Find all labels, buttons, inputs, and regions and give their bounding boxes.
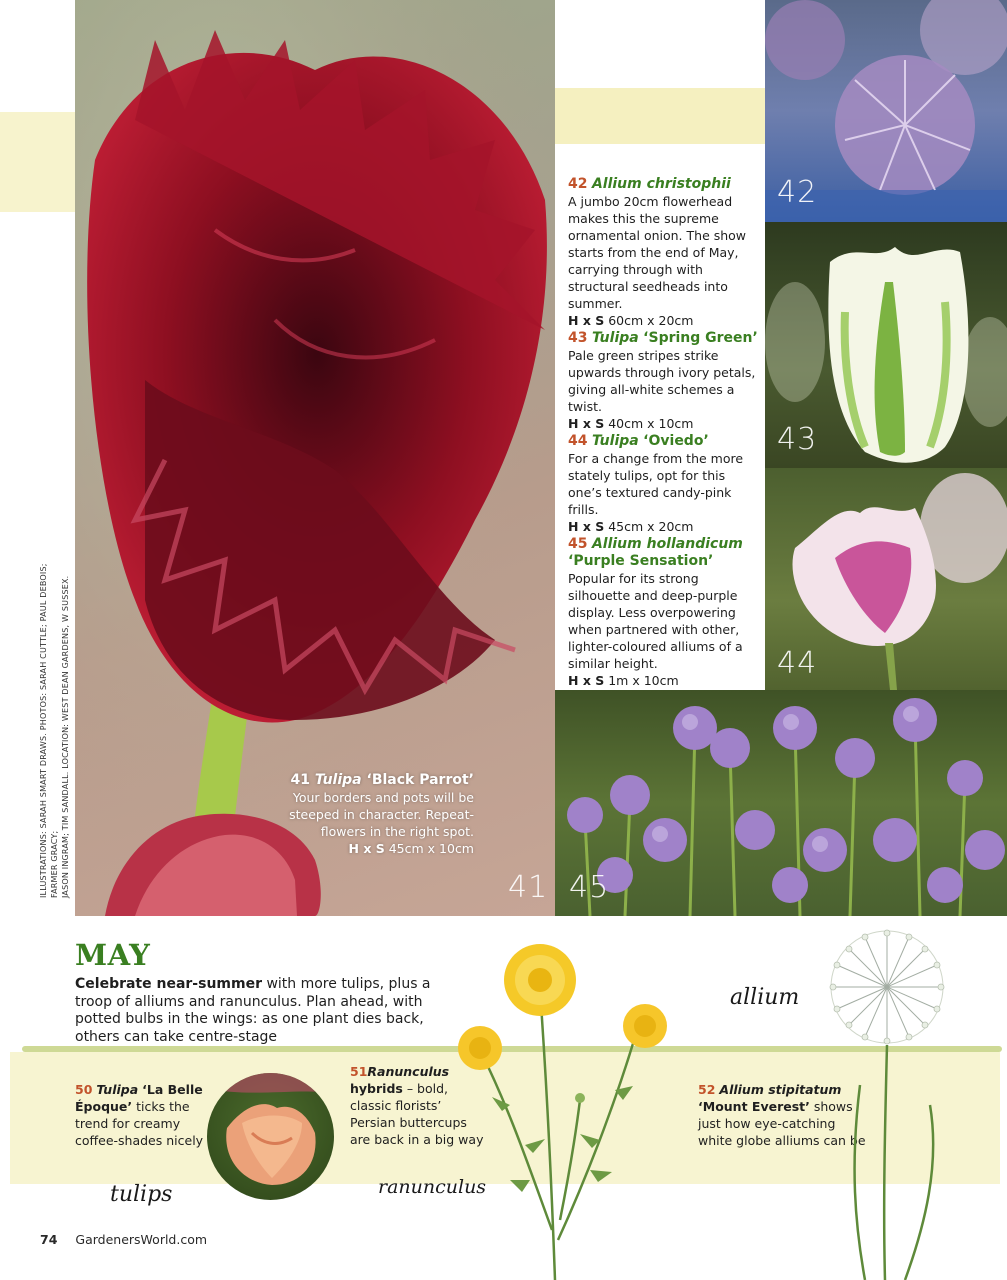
entry-45-number: 45 [568,536,588,552]
entry-51-line-5: are back in a big way [350,1132,484,1147]
credits-line-2: JASON INGRAM; TIM SANDALL. LOCATION: WEST DEAN GARDENS, W SUSSEX. [61,575,70,898]
photo-label-42: 42 [777,175,818,210]
entry-42-name: Allium christophii [591,176,731,192]
entry-43-number: 43 [568,330,588,346]
handwritten-ranunculus: ranunculus [378,1176,487,1198]
la-belle-epoque-photo [207,1073,334,1200]
entry-44-cultivar: ‘Oviedo’ [643,433,709,449]
entry-45-description: Popular for its strong silhouette and deep-purple display. Less overpowering when partnered with other, lighter-coloured alliums of a similar height. [568,571,743,671]
entry-42-description: A jumbo 20cm flowerhead makes this the supreme ornamental onion. The show starts from the end of May, carrying through with structural seedheads into summer. [568,194,747,311]
photo-label-44: 44 [777,646,818,681]
photo-label-41: 41 [508,870,549,905]
entry-41-number: 41 [290,772,310,788]
yellow-wash-top [555,88,765,144]
entry-50-line-4: coffee-shades nicely [75,1133,204,1148]
entry-41-hs-label: H x S [348,841,385,856]
entry-41-line-1: Your borders and pots will be [292,790,474,805]
entry-42-size [568,312,758,329]
entry-41-hs-value: 45cm x 10cm [388,841,474,856]
photo-allium-purple-sensation [555,690,1007,916]
photo-label-45: 45 [569,870,610,905]
entry-44-hs-value: 45cm x 20cm [608,519,694,534]
entry-41-cultivar: ‘Black Parrot’ [366,772,474,788]
yellow-wash-left [0,112,75,212]
entry-45-size [568,672,758,689]
entry-45-hs-label: H x S [568,673,605,688]
entry-45-hs-value: 1m x 10cm [608,673,679,688]
entry-50-cultivar-2: Époque’ [75,1099,133,1114]
entry-41 [260,771,474,857]
entry-41-size [260,840,474,857]
entry-51-line-3: classic florists’ [350,1098,442,1113]
entry-42-title [568,175,758,193]
may-intro [75,976,465,1046]
site-name: GardenersWorld.com [75,1232,208,1247]
entry-50-line-2 [75,1098,215,1115]
entry-44-number: 44 [568,433,588,449]
la-belle-epoque-tulip-illustration [207,1073,334,1200]
handwritten-tulips: tulips [110,1182,173,1207]
entry-44-description: For a change from the more stately tulips, opt for this one’s textured candy-pink frills. [568,451,744,517]
handwritten-allium: allium [730,985,800,1010]
entry-43-cultivar: ‘Spring Green’ [643,330,758,346]
entry-44-size [568,518,758,535]
may-intro-bold: Celebrate near-summer [75,976,262,992]
entry-42-hs-label: H x S [568,313,605,328]
entry-51-genus: Ranunculus [367,1064,450,1079]
entry-52-number: 52 [698,1082,716,1097]
credits-line-1: ILLUSTRATIONS: SARAH SMART DRAWS. PHOTOS: SARAH CUTTLE; PAUL DEBOIS; FARMER GRACY; [39,563,59,898]
entry-41-line-3: flowers in the right spot. [320,824,474,839]
entry-44-genus: Tulipa [591,433,639,449]
entry-43-title [568,329,758,347]
entry-43 [568,329,758,432]
entry-51-rest: – bold, [402,1081,449,1096]
entry-50-line-3: trend for creamy [75,1116,181,1131]
entry-51-number: 51 [350,1064,368,1079]
entry-50 [75,1081,215,1149]
entry-42-number: 42 [568,176,588,192]
may-intro-rest: with more tulips, plus a troop of alliums and ranunculus. Plan ahead, with potted bulbs in the wings: as one plant dies back, others can take centre-stage [75,976,431,1045]
entry-52-line-3: just how eye-catching [698,1116,836,1131]
entry-50-cultivar-1: ‘La Belle [142,1082,203,1097]
entry-44-hs-label: H x S [568,519,605,534]
footer [40,1232,207,1247]
entry-42 [568,175,758,329]
entry-45-cultivar: ‘Purple Sensation’ [568,553,714,569]
entry-50-line-1 [75,1081,215,1098]
entry-43-genus: Tulipa [591,330,639,346]
page-number: 74 [40,1232,58,1247]
entry-50-genus: Tulipa [96,1082,139,1097]
entry-43-hs-label: H x S [568,416,605,431]
entry-43-hs-value: 40cm x 10cm [608,416,694,431]
may-heading: MAY [75,938,151,972]
entry-52-rest: shows [809,1099,853,1114]
photo-allium-christophii [765,0,1007,222]
photo-tulipa-oviedo [765,468,1007,690]
entry-52-name: Allium stipitatum [719,1082,842,1097]
allium-field-illustration [555,690,1007,916]
entry-41-line-2: steeped in character. Repeat- [289,807,474,822]
entry-41-title [260,771,474,789]
entry-45 [568,536,758,689]
entry-45-name: Allium hollandicum [591,536,743,552]
entry-52-bold: ‘Mount Everest’ [698,1099,810,1114]
entry-50-number: 50 [75,1082,93,1097]
entry-43-description: Pale green stripes strike upwards through ivory petals, giving all-white schemes a twist. [568,348,756,414]
entry-50-rest-1: ticks the [132,1099,190,1114]
entry-51-bold: hybrids [350,1081,403,1096]
entry-45-title [568,536,758,570]
entry-43-size [568,415,758,432]
photo-credits [38,538,71,898]
entry-42-hs-value: 60cm x 20cm [608,313,694,328]
entry-52-line-4: white globe alliums can be [698,1133,866,1148]
photo-label-43: 43 [777,422,818,457]
entry-44-title [568,432,758,450]
plant-text-panel [555,148,765,690]
entry-51-line-4: Persian buttercups [350,1115,467,1130]
ranunculus-illustration [440,940,700,1280]
allium-everest-illustration [825,925,975,1280]
photo-tulipa-spring-green [765,222,1007,468]
entry-41-genus: Tulipa [314,772,362,788]
entry-44 [568,432,758,535]
